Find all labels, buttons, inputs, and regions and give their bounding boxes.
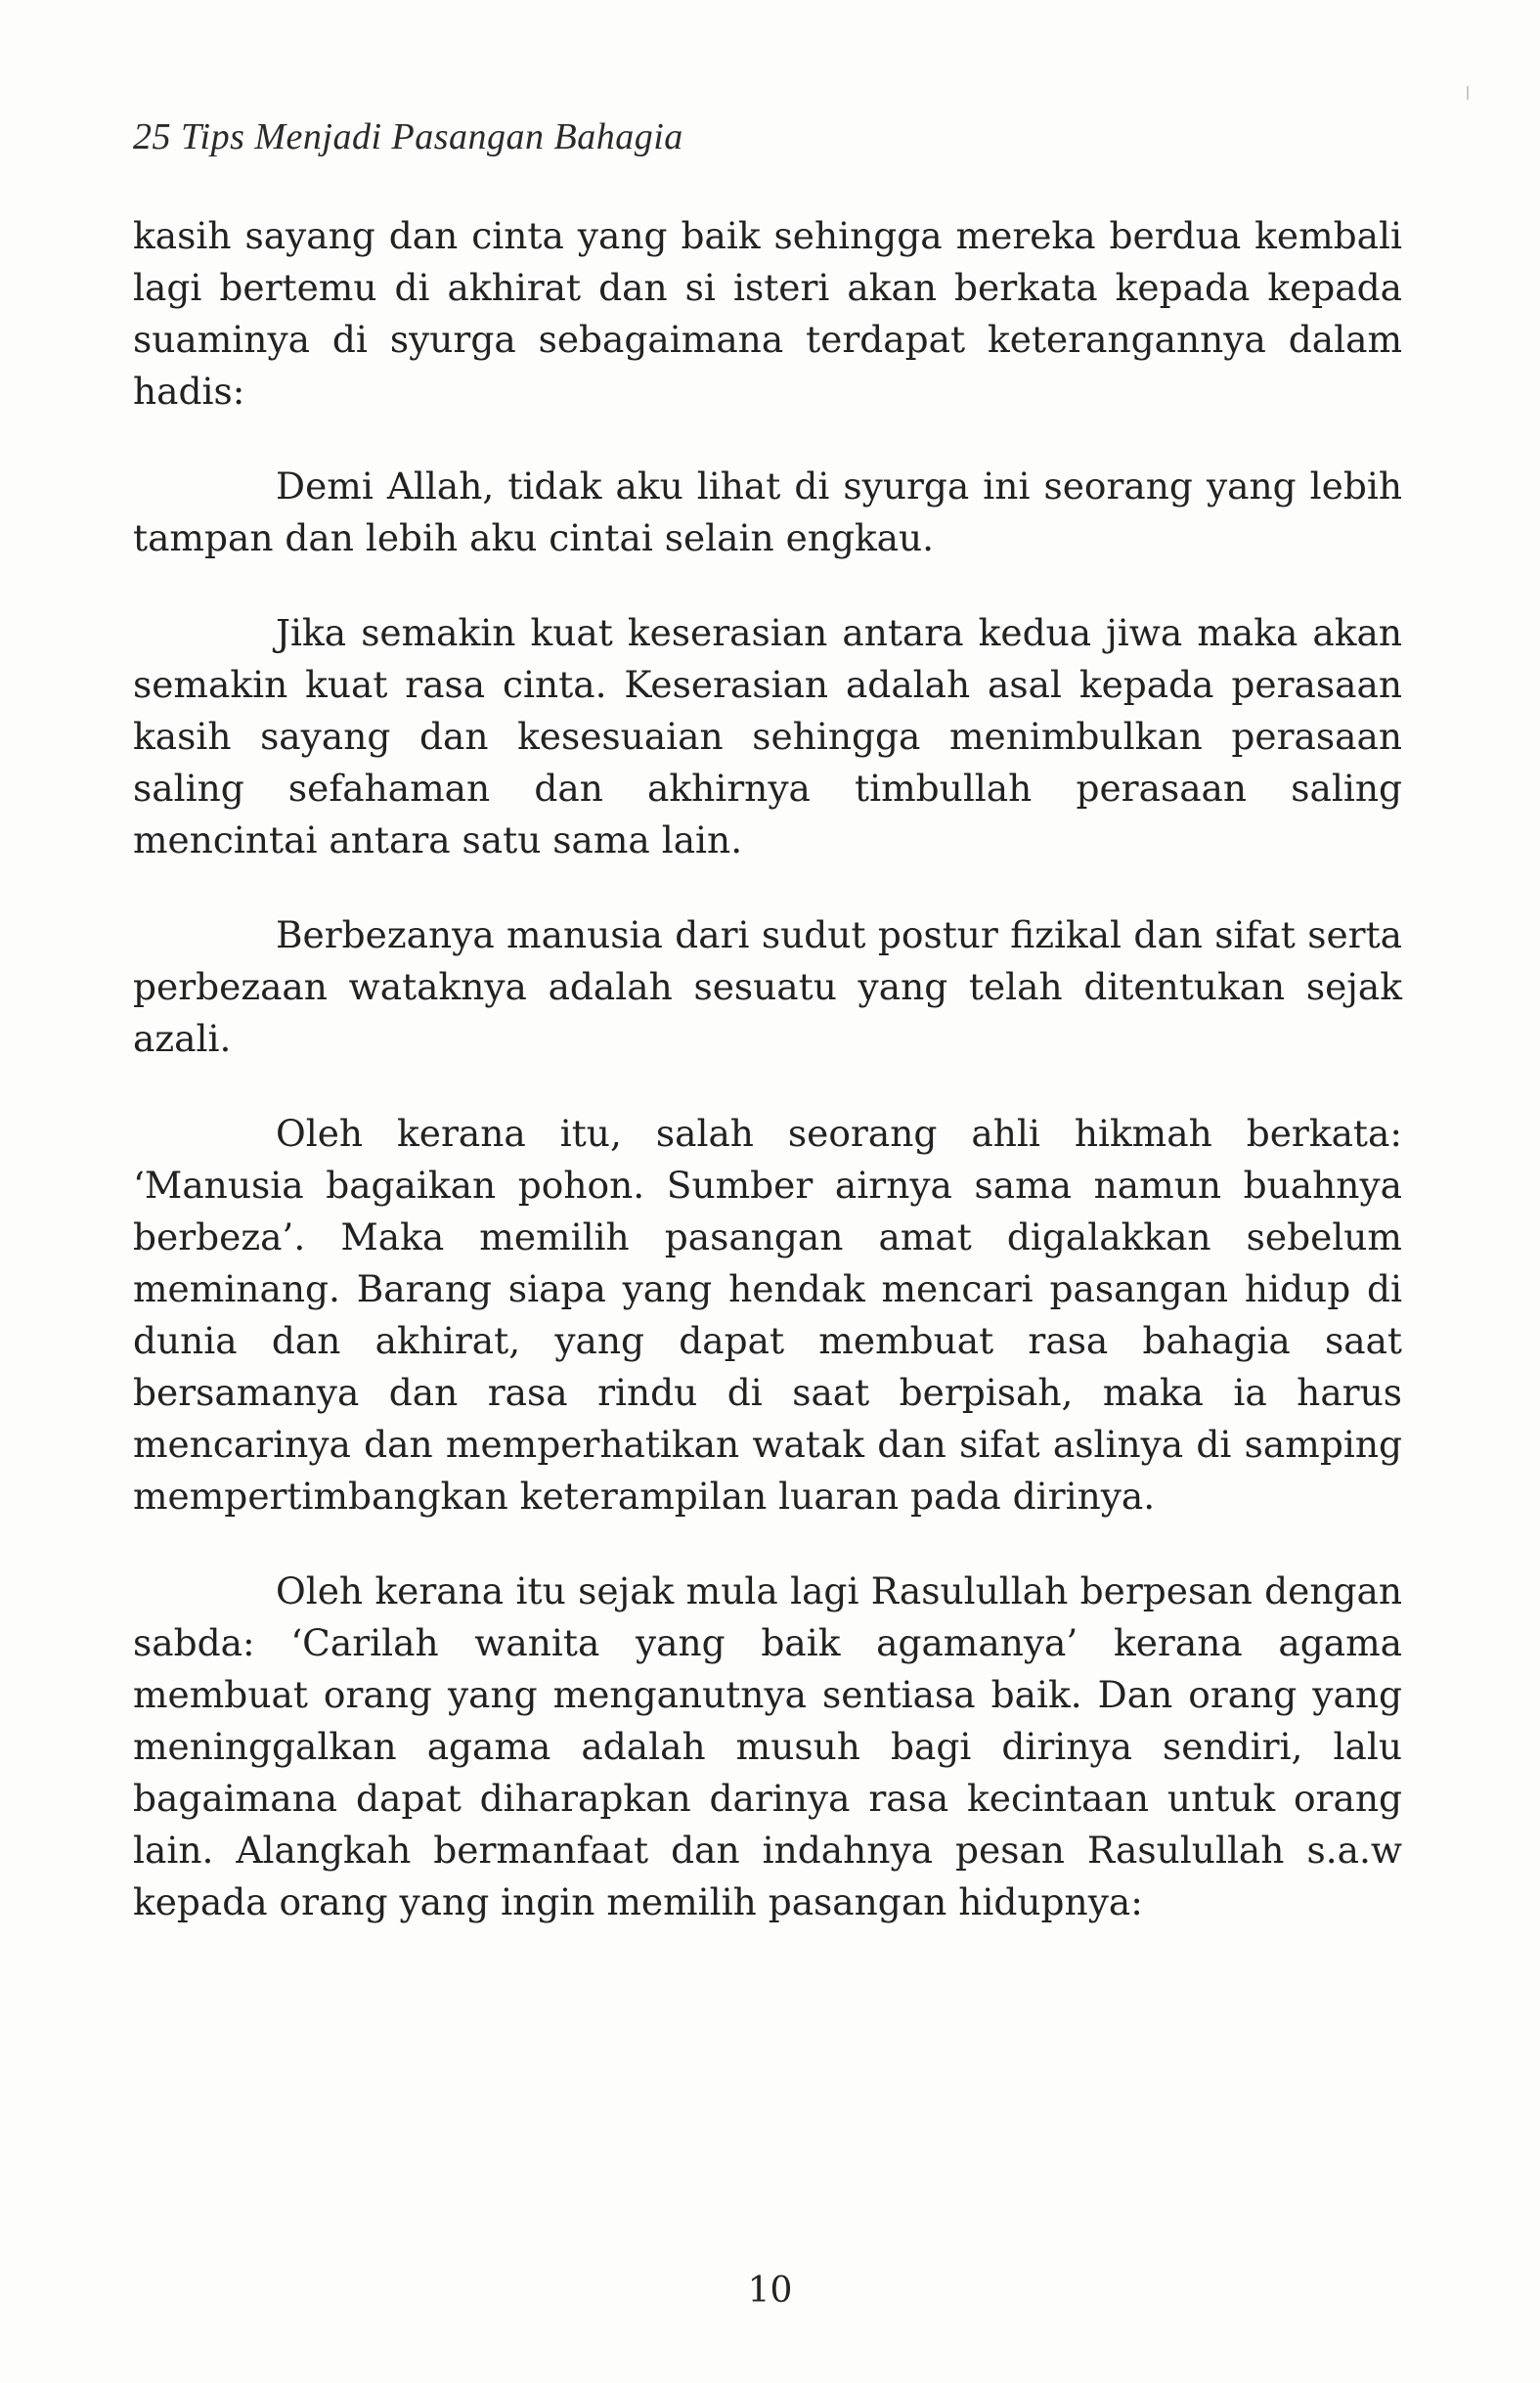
page-number: 10 xyxy=(747,2271,793,2311)
paragraph-1: kasih sayang dan cinta yang baik sehingga mereka berdua kembali lagi bertemu di akhirat dan si isteri akan berkata kepada kepada suaminya di syurga sebagaimana terdapat keterangannya dalam hadis: xyxy=(133,214,1402,413)
paragraph-6: Oleh kerana itu sejak mula lagi Rasulullah berpesan dengan sabda: ‘Carilah wanita yang baik agamanya’ kerana agama membuat orang yang menganutnya sentiasa baik. Dan orang yang meninggalkan agama adalah musuh bagi dirinya sendiri, lalu bagaimana dapat diharapkan darinya rasa kecintaan untuk orang lain. Alangkah bermanfaat dan indahnya pesan Rasulullah s.a.w kepada orang yang ingin memilih pasangan hidupnya: xyxy=(133,1569,1402,1923)
running-header: 25 Tips Menjadi Pasangan Bahagia xyxy=(133,116,683,157)
paragraph-3: Jika semakin kuat keserasian antara kedua jiwa maka akan semakin kuat rasa cinta. Keserasian adalah asal kepada perasaan kasih sayang dan kesesuaian sehingga menimbulkan perasaan saling sefahaman dan akhirnya timbullah perasaan saling mencintai antara satu sama lain. xyxy=(133,611,1402,861)
scan-speck xyxy=(1467,86,1469,100)
body-text xyxy=(133,210,1402,1971)
paragraph-2-hadith-quote: Demi Allah, tidak aku lihat di syurga ini seorang yang lebih tampan dan lebih aku cintai selain engkau. xyxy=(133,464,1402,559)
paragraph-4: Berbezanya manusia dari sudut postur fizikal dan sifat serta perbezaan wataknya adalah sesuatu yang telah ditentukan sejak azali. xyxy=(133,913,1402,1060)
paragraph-5: Oleh kerana itu, salah seorang ahli hikmah berkata: ‘Manusia bagaikan pohon. Sumber airnya sama namun buahnya berbeza’. Maka memilih pasangan amat digalakkan sebelum meminang. Barang siapa yang hendak mencari pasangan hidup di dunia dan akhirat, yang dapat membuat rasa bahagia saat bersamanya dan rasa rindu di saat berpisah, maka ia harus mencarinya dan memperhatikan watak dan sifat aslinya di samping mempertimbangkan keterampilan luaran pada dirinya. xyxy=(133,1112,1402,1518)
